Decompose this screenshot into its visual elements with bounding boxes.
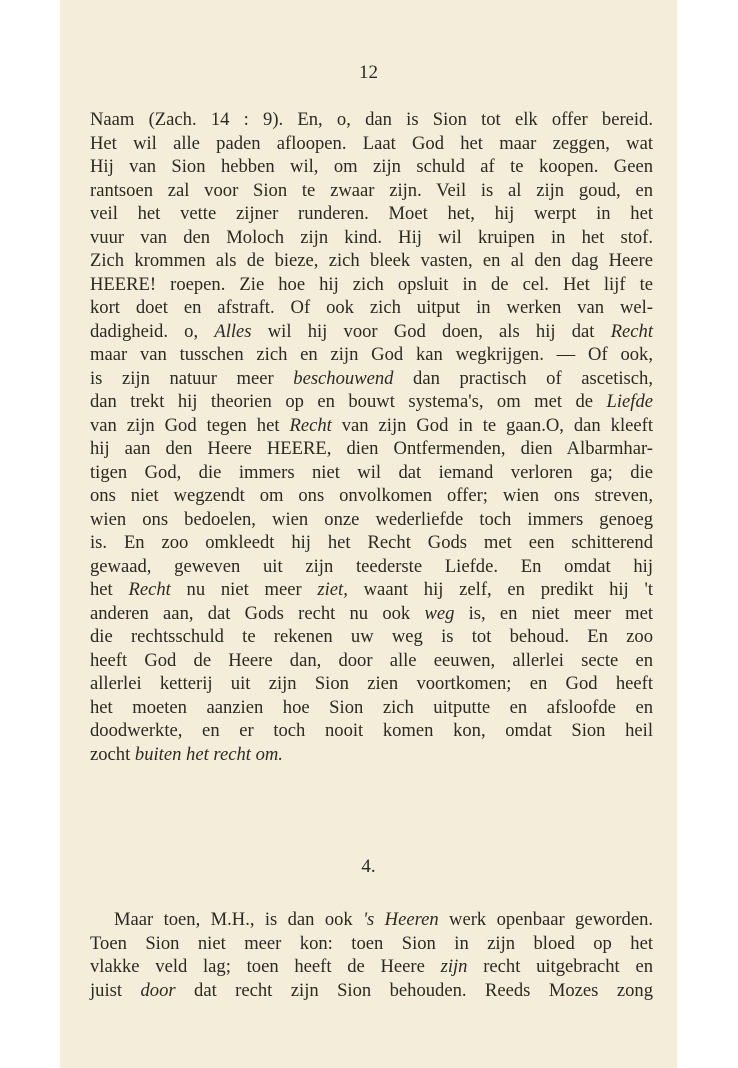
page-number: 12 [359, 62, 378, 83]
italic-word: Liefde [606, 391, 653, 412]
text-line: maar van tusschen zich en zijn God kan wegkrijgen. — Of ook, [90, 344, 653, 365]
italic-word: Recht [610, 320, 654, 342]
italic-word: door [140, 979, 176, 1001]
text-line: hij aan den Heere HEERE, dien Ontfermenden, dien Albarmhar- [90, 438, 653, 459]
text-line: tigen God, die immers niet wil dat iemand verloren ga; die [90, 461, 653, 483]
text-line: zocht buiten het recht om. [90, 743, 283, 765]
text-line: anderen aan, dat Gods recht nu ook weg is, en niet meer met [90, 602, 654, 624]
text-line: ons niet wegzendt om ons onvolkomen offer; wien ons streven, [90, 485, 653, 506]
text-line: doodwerkte, en er toch nooit komen kon, omdat Sion heil [90, 720, 653, 741]
paragraph-1 [90, 108, 653, 766]
text-line: dan trekt hij theorien op en bouwt systema's, om met de Liefde [90, 391, 653, 412]
italic-word: weg [424, 602, 455, 624]
text-line: Maar toen, M.H., is dan ook 's Heeren werk openbaar geworden. [114, 909, 654, 930]
text-line: is zijn natuur meer beschouwend dan practisch of ascetisch, [90, 367, 653, 389]
italic-word: zijn [440, 956, 468, 977]
text-line: vuur van den Moloch zijn kind. Hij wil kruipen in het stof. [90, 226, 653, 248]
text-line: dadigheid. o, Alles wil hij voor God doen, als hij dat Recht [90, 320, 654, 342]
text-line: die rechtsschuld te rekenen uw weg is tot behoud. En zoo [90, 626, 653, 647]
italic-word: Recht [128, 579, 171, 600]
text-line: Zich krommen als de bieze, zich bleek vasten, en al den dag Heere [90, 250, 653, 271]
text-line: allerlei ketterij uit zijn Sion zien voortkomen; en God heeft [90, 673, 653, 694]
book-page [60, 0, 677, 1068]
text-line: heeft God de Heere dan, door alle eeuwen, allerlei secte en [90, 649, 653, 671]
text-line: Hij van Sion hebben wil, om zijn schuld af te koopen. Geen [90, 156, 653, 177]
italic-word: beschouwend [293, 367, 394, 389]
italic-word: Recht [289, 414, 332, 436]
text-line: vlakke veld lag; toen heeft de Heere zijn recht uitgebracht en [90, 956, 653, 977]
text-line: Toen Sion niet meer kon: toen Sion in zijn bloed op het [90, 932, 653, 954]
italic-word: 's Heeren [363, 909, 439, 930]
text-line: juist door dat recht zijn Sion behouden. Reeds Mozes zong [90, 979, 653, 1001]
text-line: HEERE! roepen. Zie hoe hij zich opsluit in de cel. Het lijf te [90, 273, 653, 295]
italic-word: buiten het recht om. [134, 743, 283, 765]
text-line: wien ons bedoelen, wien onze wederliefde toch immers genoeg [90, 508, 653, 530]
text-line: Het wil alle paden afloopen. Laat God het maar zeggen, wat [90, 132, 653, 154]
text-line: is. En zoo omkleedt hij het Recht Gods met een schitterend [90, 532, 653, 553]
text-line: van zijn God tegen het Recht van zijn God in te gaan.O, dan kleeft [90, 414, 653, 436]
text-line: het Recht nu niet meer ziet, waant hij zelf, en predikt hij 't [90, 579, 653, 600]
section-number: 4. [361, 856, 376, 877]
text-line: gewaad, geweven uit zijn teederste Liefde. En omdat hij [90, 555, 653, 577]
paragraph-2 [90, 908, 653, 1002]
text-line: het moeten aanzien hoe Sion zich uitputte en afsloofde en [90, 696, 653, 718]
italic-word: ziet, [317, 579, 348, 600]
italic-word: Alles [214, 320, 252, 342]
text-line: Naam (Zach. 14 : 9). En, o, dan is Sion tot elk offer bereid. [90, 109, 653, 130]
text-line: veil het vette zijner runderen. Moet het, hij werpt in het [90, 203, 653, 224]
text-line: rantsoen zal voor Sion te zwaar zijn. Veil is al zijn goud, en [90, 179, 653, 201]
text-line: kort doet en afstraft. Of ook zich uitput in werken van wel- [90, 297, 653, 318]
